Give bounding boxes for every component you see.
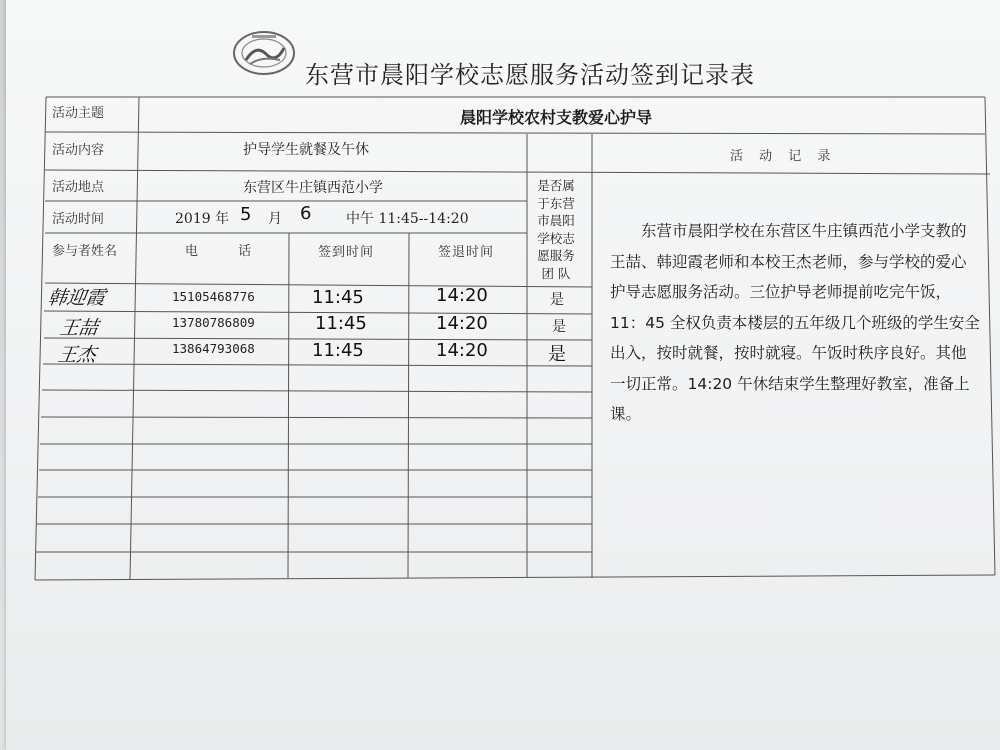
participant-checkout: 14:20 <box>436 285 488 306</box>
participant-team: 是 <box>550 292 564 308</box>
time-range: 中午 11:45--14:20 <box>346 211 469 227</box>
participant-team: 是 <box>548 344 566 365</box>
participant-phone: 13864793068 <box>172 341 255 356</box>
header-checkin: 签到时间 <box>318 245 375 260</box>
participant-signature: 王杰 <box>56 344 98 366</box>
header-is-team: 是否属 于东营 市晨阳 学校志 愿服务 团 队 <box>537 178 575 281</box>
time-year: 2019 年 <box>175 211 230 227</box>
label-time: 活动时间 <box>52 212 105 227</box>
label-content: 活动内容 <box>52 143 105 158</box>
participant-phone: 15105468776 <box>172 289 255 304</box>
participant-checkin: 11:45 <box>312 287 364 308</box>
header-phone: 电 话 <box>185 244 270 259</box>
participant-phone: 13780786809 <box>172 315 255 330</box>
time-day-handwritten: 6 <box>300 203 312 224</box>
activity-location: 东营区牛庄镇西范小学 <box>243 180 383 196</box>
participant-signature: 王喆 <box>58 317 100 339</box>
activity-theme: 晨阳学校农村支教爱心护导 <box>460 108 653 127</box>
label-participants: 参与者姓名 <box>52 244 118 259</box>
header-checkout: 签退时间 <box>438 245 495 260</box>
header-record: 活 动 记 录 <box>730 149 837 164</box>
label-theme: 活动主题 <box>52 106 105 121</box>
activity-record-text: 东营市晨阳学校在东营区牛庄镇西范小学支教的王喆、韩迎霞老师和本校王杰老师，参与学校的爱心护导志愿服务活动。三位护导老师提前吃完午饭，11：45 全权负责本楼层的五年级几个班级的学生安全出入，按时就餐，按时就寝。午饭时秩序良好。其他一切正常。14:20 午休结束学生整理好教室，准备上课。 <box>610 222 980 423</box>
participant-checkin: 11:45 <box>315 313 367 334</box>
participant-checkout: 14:20 <box>436 313 488 334</box>
activity-content: 护导学生就餐及午休 <box>243 142 369 158</box>
participant-checkout: 14:20 <box>436 340 488 361</box>
page-title: 东营市晨阳学校志愿服务活动签到记录表 <box>305 61 755 89</box>
participant-team: 是 <box>552 319 566 335</box>
participant-signature: 韩迎霞 <box>46 287 107 309</box>
time-month-unit: 月 <box>268 211 282 227</box>
time-month-handwritten: 5 <box>240 204 252 225</box>
label-location: 活动地点 <box>52 180 105 195</box>
participant-checkin: 11:45 <box>312 340 364 361</box>
